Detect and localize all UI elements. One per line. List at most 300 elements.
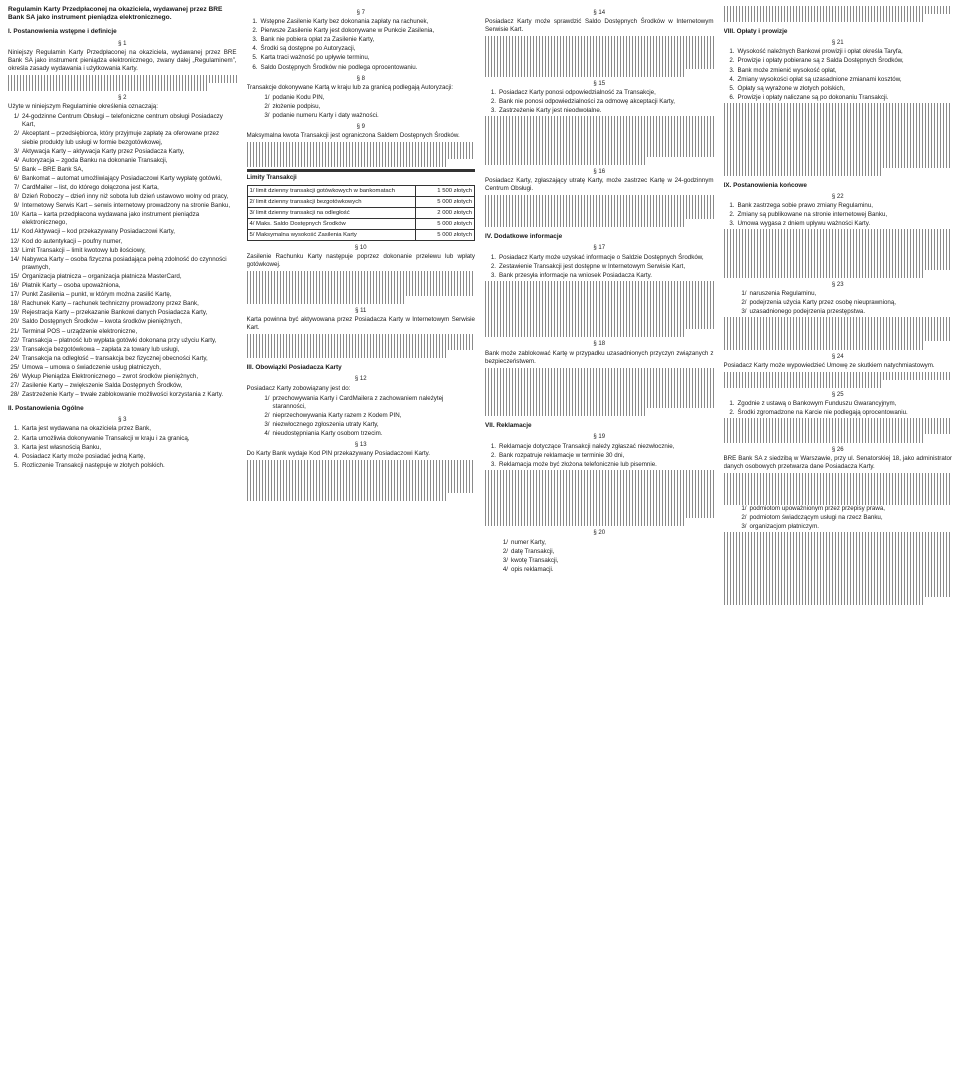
list-item-number: 3/ (264, 420, 270, 428)
list-item (247, 36, 476, 44)
paragraph-number: § 12 (354, 376, 367, 383)
list-item-text: 24-godzinne Centrum Obsługi – telefoniczne centrum obsługi Posiadaczy Kart, (22, 113, 223, 129)
list-item (8, 175, 237, 183)
list (247, 395, 476, 438)
list-item-number: 1/ (741, 505, 747, 513)
list-item-number: 3. (490, 271, 496, 279)
column-2 (247, 6, 476, 1070)
list-item-text: Transakcja – płatność lub wypłata gotówki dokonana przy użyciu Karty, (22, 336, 217, 344)
list-item-number: 5/ (13, 165, 19, 173)
list-item (724, 94, 953, 102)
list-item-number: 2/ (502, 547, 508, 555)
list-item (8, 346, 237, 354)
paragraph-text: Niniejszy Regulamin Karty Przedpłaconej na okaziciela, wydawanej przez BRE Bank SA jako instrument pieniądza elektronicznego, zwany dalej „Regulaminem”, określa zasady wydawania i użytkowania Karty. (8, 48, 237, 72)
list-item-number: 2/ (264, 411, 270, 419)
list-item-number: 11/ (10, 228, 19, 236)
list-item-number: 9/ (13, 202, 19, 210)
list-general (8, 425, 237, 469)
list-item (724, 409, 953, 417)
paragraph-text: Transakcje dokonywane Kartą w kraju lub za granicą podlegają Autoryzacji: (246, 83, 453, 91)
list-item (8, 391, 237, 399)
list-item-number: 3/ (13, 147, 19, 155)
list-item-number: 20/ (10, 318, 19, 326)
paragraph-number: § 11 (355, 307, 367, 314)
list-item-number: 3. (729, 66, 735, 74)
list-item-text: Transakcja na odległość – transakcja bez fizycznej obecności Karty, (22, 354, 208, 362)
list-item (259, 395, 476, 411)
list-item (485, 254, 714, 262)
list-item (8, 364, 237, 372)
list-item-text: Nabywca Karty – osoba fizyczna posiadająca pełną zdolność do czynności prawnych, (22, 255, 227, 271)
paragraph-number: § 2 (118, 95, 127, 102)
list-item-text: Zestawienie Transakcji jest dostępne w Internetowym Serwisie Kart, (499, 262, 686, 270)
list-item-number: 4. (13, 452, 19, 460)
list-item (8, 373, 237, 381)
list-item-number: 6. (729, 93, 735, 101)
limit-value: 5 000 złotych (415, 230, 474, 241)
list-item-number: 17/ (10, 291, 19, 299)
list-item-number: 26/ (10, 372, 19, 380)
list (247, 94, 476, 120)
limit-label: 3/ limit dzienny transakcji na odległość (247, 207, 415, 218)
paragraph-text: Karta powinna być aktywowana przez Posiadacza Karty w Internetowym Serwisie Kart. (246, 315, 475, 331)
list-item-text: Saldo Dostępnych Środków nie podlega oprocentowaniu. (260, 63, 418, 71)
limit-label: 5/ Maksymalna wysokość Zasilenia Karty (247, 230, 415, 241)
list-item-number: 2/ (13, 130, 19, 138)
list-item (736, 299, 953, 307)
paragraph-number: § 15 (593, 80, 606, 87)
list-item-number: 1/ (502, 538, 508, 546)
list-item-text: Karta jest własnością Banku, (22, 443, 102, 451)
list-item-text: Transakcja bezgotówkowa – zapłata za towary lub usługi, (22, 345, 180, 353)
list-item (8, 355, 237, 363)
list-item-text: Bank rozpatruje reklamacje w terminie 30 dni, (499, 451, 625, 459)
list-item-text: Aktywacja Karty – aktywacja Karty przez Posiadacza Karty, (22, 147, 185, 155)
list-item-text: Prowizje i opłaty naliczane są po dokonaniu Transakcji. (737, 93, 889, 101)
limit-label: 2/ limit dzienny transakcji bezgotówkowych (247, 196, 415, 207)
list (485, 254, 714, 280)
list-item (8, 157, 237, 165)
column-1 (8, 6, 237, 1070)
list-item-text: przechowywania Karty i CardMailera z zachowaniem należytej staranności, (272, 394, 444, 410)
list-item-number: 15/ (10, 272, 19, 280)
list-item-text: Posiadacz Karty może posiadać jedną Kartę, (22, 452, 146, 460)
list-item (259, 112, 476, 120)
paragraph-number: § 14 (593, 10, 606, 16)
paragraph-number: § 3 (118, 417, 127, 424)
list-item (8, 462, 237, 470)
paragraph-number: § 18 (593, 341, 606, 348)
list (485, 89, 714, 115)
list-item-text: Akceptant – przedsiębiorca, który przyjmuje zapłatę za oferowane przez siebie produkty lub usługi w formie bezgotówkowej, (22, 130, 220, 146)
list-item (8, 318, 237, 326)
list-item-number: 2. (729, 57, 735, 65)
list-item (8, 130, 237, 146)
list-item-number: 2. (729, 211, 735, 219)
list-item-text: nieprzechowywania Karty razem z Kodem PIN, (272, 411, 402, 419)
list-item-text: Zmiany wysokości opłat są uzasadnione zmianami kosztów, (737, 75, 902, 83)
list-item (8, 337, 237, 345)
paragraph-number: § 24 (831, 353, 844, 360)
list (724, 290, 953, 316)
list-item-number: 1. (729, 48, 735, 56)
list-item-number: 2/ (741, 299, 747, 306)
list-item-number: 2. (729, 409, 735, 417)
limits-row (247, 196, 475, 207)
list-item-number: 13/ (10, 246, 19, 254)
list-item-text: Karta umożliwia dokonywanie Transakcji w kraju i za granicą, (22, 434, 190, 442)
list-item (497, 566, 714, 574)
list-item-number: 6/ (13, 174, 19, 182)
paragraph-number: § 22 (831, 193, 844, 200)
list-item (724, 57, 953, 65)
list-item-number: 24/ (10, 354, 19, 362)
list-item-text: podmiotom świadczącym usługi na rzecz Banku, (749, 514, 883, 522)
list-item-number: 12/ (10, 237, 19, 245)
list-item (8, 193, 237, 201)
list-item-number: 1. (490, 253, 496, 261)
list-item-number: 1. (729, 201, 735, 209)
list-item-text: niezwłocznego zgłoszenia utraty Karty, (272, 420, 379, 428)
list-item (497, 548, 714, 556)
paragraph-text: Posiadacz Karty zobowiązany jest do: (246, 384, 351, 392)
list-item (259, 103, 476, 111)
list-item (736, 308, 953, 316)
list-item-text: podmiotom upoważnionym przez przepisy prawa, (749, 505, 885, 513)
list-item-number: 4/ (13, 156, 19, 164)
list-item-number: 23/ (10, 345, 19, 353)
list-item (8, 282, 237, 290)
list-item (8, 247, 237, 255)
list-item (247, 27, 476, 35)
list-item (724, 211, 953, 219)
paragraph-number: § 7 (356, 10, 365, 16)
limit-value: 5 000 złotych (415, 196, 474, 207)
section-heading-9: IX. Postanowienia końcowe (723, 181, 807, 189)
list-item (8, 291, 237, 299)
list-item-number: 21/ (10, 327, 19, 335)
list-item-number: 3. (13, 443, 19, 451)
list-item-number: 22/ (10, 336, 19, 344)
list-item (8, 273, 237, 281)
list-item (724, 85, 953, 93)
paragraph-text: Posiadacz Karty może wypowiedzieć Umowę ze skutkiem natychmiastowym. (723, 361, 935, 369)
list-item-text: Bank przesyła informacje na wniosek Posiadacza Karty. (499, 271, 652, 279)
paragraph-number: § 20 (593, 530, 606, 537)
paragraph-number: § 8 (356, 75, 365, 82)
list (485, 443, 714, 469)
list-item-number: 5. (729, 84, 735, 92)
list-item-text: Posiadacz Karty może uzyskać informacje o Saldzie Dostępnych Środków, (499, 253, 704, 261)
list-item-number: 25/ (10, 363, 19, 371)
list-item-text: Reklamacje dotyczące Transakcji należy zgłaszać niezwłocznie, (499, 442, 675, 450)
list-item-text: złożenie podpisu, (272, 102, 321, 110)
list-item (8, 453, 237, 461)
list-item-number: 3/ (741, 308, 747, 316)
list-item-number: 1. (490, 88, 496, 96)
list-item-text: Reklamacja może być złożona telefonicznie lub pisemnie. (499, 460, 657, 468)
list-item-text: kwotę Transakcji, (511, 556, 559, 564)
paragraph-number: § 1 (118, 40, 127, 47)
list-item-number: 4/ (264, 430, 270, 438)
list-item (8, 444, 237, 452)
list-item-text: Posiadacz Karty ponosi odpowiedzialność za Transakcje, (499, 88, 656, 96)
list-item (259, 94, 476, 102)
list-item-number: 3/ (264, 112, 270, 120)
list-item-text: Wstępne Zasilenie Karty bez dokonania zapłaty na rachunek, (260, 18, 429, 26)
list-item-number: 2. (13, 434, 19, 442)
list-item-text: Wysokość należnych Bankowi prowizji i opłat określa Taryfa, (737, 48, 903, 56)
section-heading-3: III. Obowiązki Posiadacza Karty (246, 364, 342, 372)
list-item-text: Zasilenie Karty – zwiększenie Salda Dostępnych Środków, (22, 382, 183, 390)
list-item (8, 300, 237, 308)
list-item-text: Bankomat – automat umożliwiający Posiadaczowi Karty wypłatę gotówki, (22, 174, 222, 182)
list-item-text: Zmiany są publikowane na stronie internetowej Banku, (737, 211, 888, 219)
column-4 (724, 6, 953, 1070)
list-item-number: 14/ (10, 255, 19, 263)
list-item (247, 64, 476, 72)
list-item-text: Rozliczenie Transakcji następuje w złotych polskich. (22, 461, 165, 469)
list-item-number: 3. (490, 460, 496, 468)
list-item (497, 557, 714, 565)
limits-table (247, 185, 476, 241)
list-item-number: 19/ (10, 309, 19, 317)
list-item-text: Bank nie ponosi odpowiedzialności za odmowę akceptacji Karty, (499, 97, 675, 105)
list-item-number: 4/ (502, 565, 508, 573)
list-item-text: Umowa – umowa o świadczenie usług płatniczych, (22, 363, 161, 371)
list-item-text: Internetowy Serwis Kart – serwis internetowy prowadzony na stronie Banku, (22, 202, 231, 210)
list-item-number: 4. (252, 45, 258, 53)
list-item-number: 1/ (741, 289, 747, 297)
list-item (724, 67, 953, 75)
paragraph-text: Do Karty Bank wydaje Kod PIN przekazywany Posiadaczowi Karty. (246, 450, 431, 458)
list (247, 18, 476, 72)
list-item-text: Saldo Dostępnych Środków – kwota środków pieniężnych, (22, 318, 182, 326)
list-item (724, 400, 953, 408)
list-item-number: 27/ (10, 382, 19, 390)
definitions-list (8, 113, 237, 399)
list-item-text: Pierwsze Zasilenie Karty jest dokonywane w Punkcie Zasilenia, (260, 27, 435, 35)
list-item-number: 2. (490, 451, 496, 459)
list-item (736, 514, 953, 522)
list-item-number: 2. (252, 27, 258, 35)
list-item-text: podanie Kodu PIN, (272, 93, 325, 101)
list-item-text: Kod Aktywacji – kod przekazywany Posiadaczowi Karty, (22, 228, 175, 236)
list-item-text: opis reklamacji. (511, 565, 554, 573)
limits-title: Limity Transakcji (246, 173, 297, 181)
list-item-text: Limit Transakcji – limit kwotowy lub ilościowy, (22, 246, 146, 254)
list-item-number: 28/ (10, 391, 19, 399)
list-item-number: 1. (729, 400, 735, 408)
list-item-text: Zgodnie z ustawą o Bankowym Funduszu Gwarancyjnym, (737, 400, 897, 408)
list-item-text: Rachunek Karty – rachunek techniczny prowadzony przez Bank, (22, 300, 199, 308)
list-item-text: CardMailer – list, do którego dołączona jest Karta, (22, 184, 159, 191)
list-item (485, 272, 714, 280)
column-3 (485, 6, 714, 1070)
definitions-intro: Użyte w niniejszym Regulaminie określenia oznaczają: (8, 103, 158, 111)
list-item-text: Organizacja płatnicza – organizacja płatnicza MasterCard, (22, 272, 182, 280)
list-item (485, 89, 714, 97)
list-item (8, 435, 237, 443)
list-item (247, 54, 476, 62)
list-item (259, 412, 476, 420)
list-item-text: Kod do autentykacji – poufny numer, (22, 237, 123, 245)
paragraph-text: Maksymalna kwota Transakcji jest ograniczona Saldem Dostępnych Środków. (246, 132, 460, 140)
limits-row (247, 218, 475, 229)
list-item-number: 1/ (264, 93, 270, 101)
list-item-number: 2. (490, 262, 496, 270)
paragraph-number: § 13 (354, 442, 367, 449)
list-item (724, 220, 953, 228)
list-item (736, 290, 953, 298)
list-item-text: Dzień Roboczy – dzień inny niż sobota lub dzień ustawowo wolny od pracy, (22, 193, 229, 201)
list-item (8, 425, 237, 433)
paragraph-number: § 25 (831, 391, 844, 398)
list (724, 400, 953, 417)
limits-row (247, 230, 475, 241)
list-item-number: 18/ (10, 300, 19, 308)
list-item-number: 1/ (13, 113, 19, 121)
section-heading-8: VIII. Opłaty i prowizje (723, 28, 788, 36)
list-item-number: 1. (490, 442, 496, 450)
list-item-text: Karta jest wydawana na okaziciela przez Bank, (22, 425, 151, 433)
list-item-text: Wykup Pieniądza Elektronicznego – zwrot środków pieniężnych, (22, 372, 199, 380)
list-item-number: 5. (13, 461, 19, 469)
list-item-number: 10/ (10, 211, 19, 219)
list-item (724, 202, 953, 210)
list-item (485, 452, 714, 460)
paragraph-number: § 10 (354, 245, 367, 252)
list-item (8, 309, 237, 317)
list-item (485, 263, 714, 271)
list-item-text: Opłaty są wyrażone w złotych polskich, (737, 84, 845, 92)
limit-value: 5 000 złotych (415, 218, 474, 229)
list-item (259, 430, 476, 438)
paragraph-number: § 9 (356, 124, 365, 131)
list-item (8, 328, 237, 336)
list-item-text: podanie numeru Karty i daty ważności. (272, 112, 379, 120)
list-item-text: Środki są dostępne po Autoryzacji, (260, 45, 356, 53)
limits-row (247, 207, 475, 218)
list-item (724, 76, 953, 84)
list-item-number: 2. (490, 97, 496, 105)
list-item (8, 228, 237, 236)
section-heading-2: II. Postanowienia Ogólne (8, 405, 84, 413)
paragraph-number: § 16 (593, 168, 606, 175)
limits-row (247, 185, 475, 196)
limit-label: 4/ Maks. Saldo Dostępnych Środków (247, 218, 415, 229)
list-item (8, 211, 237, 227)
list-item-text: Prowizje i opłaty pobierane są z Salda Dostępnych Środków, (737, 57, 904, 65)
document-title: Regulamin Karty Przedpłaconej na okaziciela, wydawanej przez BRE Bank SA jako instrument pieniądza elektronicznego. (8, 6, 223, 22)
list-item-text: Bank zastrzega sobie prawo zmiany Regulaminu, (737, 201, 874, 209)
list-item (497, 539, 714, 547)
list-item-text: nieudostępniania Karty osobom trzecim. (272, 430, 383, 438)
list-item (8, 148, 237, 156)
list-item-number: 8/ (13, 193, 19, 201)
list-item-text: Autoryzacja – zgoda Banku na dokonanie Transakcji, (22, 156, 168, 164)
list-item-number: 3. (490, 107, 496, 115)
list-item-number: 1. (13, 425, 19, 433)
list-item (485, 461, 714, 469)
list-item (485, 443, 714, 451)
list-item-text: Środki zgromadzone na Karcie nie podlegają oprocentowaniu. (737, 409, 908, 417)
list (724, 202, 953, 228)
paragraph-number: § 17 (593, 245, 606, 252)
list-item (736, 523, 953, 531)
list-item-text: Bank – BRE Bank SA, (22, 165, 84, 173)
list-item-number: 3. (729, 220, 735, 228)
list (724, 48, 953, 102)
list-item-text: podejrzenia użycia Karty przez osobę nieuprawnioną, (749, 299, 897, 306)
list-item-text: naruszenia Regulaminu, (749, 289, 817, 297)
list-item (724, 48, 953, 56)
list-item-text: Bank nie pobiera opłat za Zasilenie Karty, (260, 36, 375, 44)
section-heading-1: I. Postanowienia wstępne i definicje (8, 28, 117, 36)
list-item-text: organizacjom płatniczym. (749, 523, 819, 531)
list-item (8, 238, 237, 246)
list-item-number: 1. (252, 18, 258, 26)
list-item (247, 18, 476, 26)
list-item-text: Umowa wygasa z dniem upływu ważności Karty. (737, 220, 871, 228)
paragraph-number: § 19 (593, 434, 606, 441)
list-item-number: 6. (252, 63, 258, 71)
paragraph-text: Zasilenie Rachunku Karty następuje poprzez dokonanie przelewu lub wpłaty gotówkowej. (246, 253, 475, 269)
list-item-text: Płatnik Karty – osoba upoważniona, (22, 282, 121, 290)
list-item (8, 202, 237, 210)
paragraph-text: Bank może zablokować Kartę w przypadku uzasadnionych przyczyn związanych z bezpieczeństwem. (485, 349, 714, 365)
list-item-number: 3. (252, 36, 258, 44)
list (724, 505, 953, 531)
list-item-number: 4. (729, 75, 735, 83)
limit-value: 2 000 złotych (415, 207, 474, 218)
list-item (259, 421, 476, 429)
section-heading-7: VII. Reklamacje (485, 422, 532, 430)
list-item-number: 7/ (13, 184, 19, 191)
list-item-number: 3/ (741, 523, 747, 531)
limit-value: 1 500 złotych (415, 185, 474, 196)
list-item-number: 16/ (10, 282, 19, 290)
limit-label: 1/ limit dzienny transakcji gotówkowych w bankomatach (247, 185, 415, 196)
list-item (247, 45, 476, 53)
list-item-text: numer Karty, (511, 538, 546, 546)
list-item (8, 256, 237, 272)
list-item (8, 166, 237, 174)
list-item-text: Bank może zmienić wysokość opłat, (737, 66, 837, 74)
list-item (485, 107, 714, 115)
list-item-text: Karta – karta przedpłacona wydawana jako instrument pieniądza elektronicznego, (22, 211, 200, 227)
list-item-text: datę Transakcji, (511, 547, 555, 555)
paragraph-number: § 26 (831, 446, 844, 453)
list-item-number: 2/ (741, 514, 747, 522)
list-item (8, 113, 237, 129)
list-item (736, 505, 953, 513)
list-item (8, 184, 237, 192)
list-item (8, 382, 237, 390)
list-item-text: Karta traci ważność po upływie terminu, (260, 54, 370, 62)
list-item-text: Zastrzeżenie Karty – trwałe zablokowanie możliwości korzystania z Karty. (22, 391, 224, 399)
list-item-text: Rejestracja Karty – przekazanie Bankowi danych Posiadacza Karty, (22, 309, 208, 317)
list-item-number: 2/ (264, 102, 270, 110)
list (485, 539, 714, 574)
section-heading-4: IV. Dodatkowe informacje (485, 233, 563, 241)
paragraph-text: Posiadacz Karty może sprawdzić Saldo Dostępnych Środków w Internetowym Serwisie Kart. (485, 18, 714, 34)
paragraph-text: BRE Bank SA z siedzibą w Warszawie, przy ul. Senatorskiej 18, jako administrator danych osobowych przetwarza dane Posiadacza Karty. (723, 454, 952, 470)
paragraph-number: § 23 (831, 281, 844, 288)
list-item (485, 98, 714, 106)
list-item-text: Punkt Zasilenia – punkt, w którym można zasilić Kartę, (22, 291, 172, 299)
paragraph-number: § 21 (831, 40, 844, 47)
